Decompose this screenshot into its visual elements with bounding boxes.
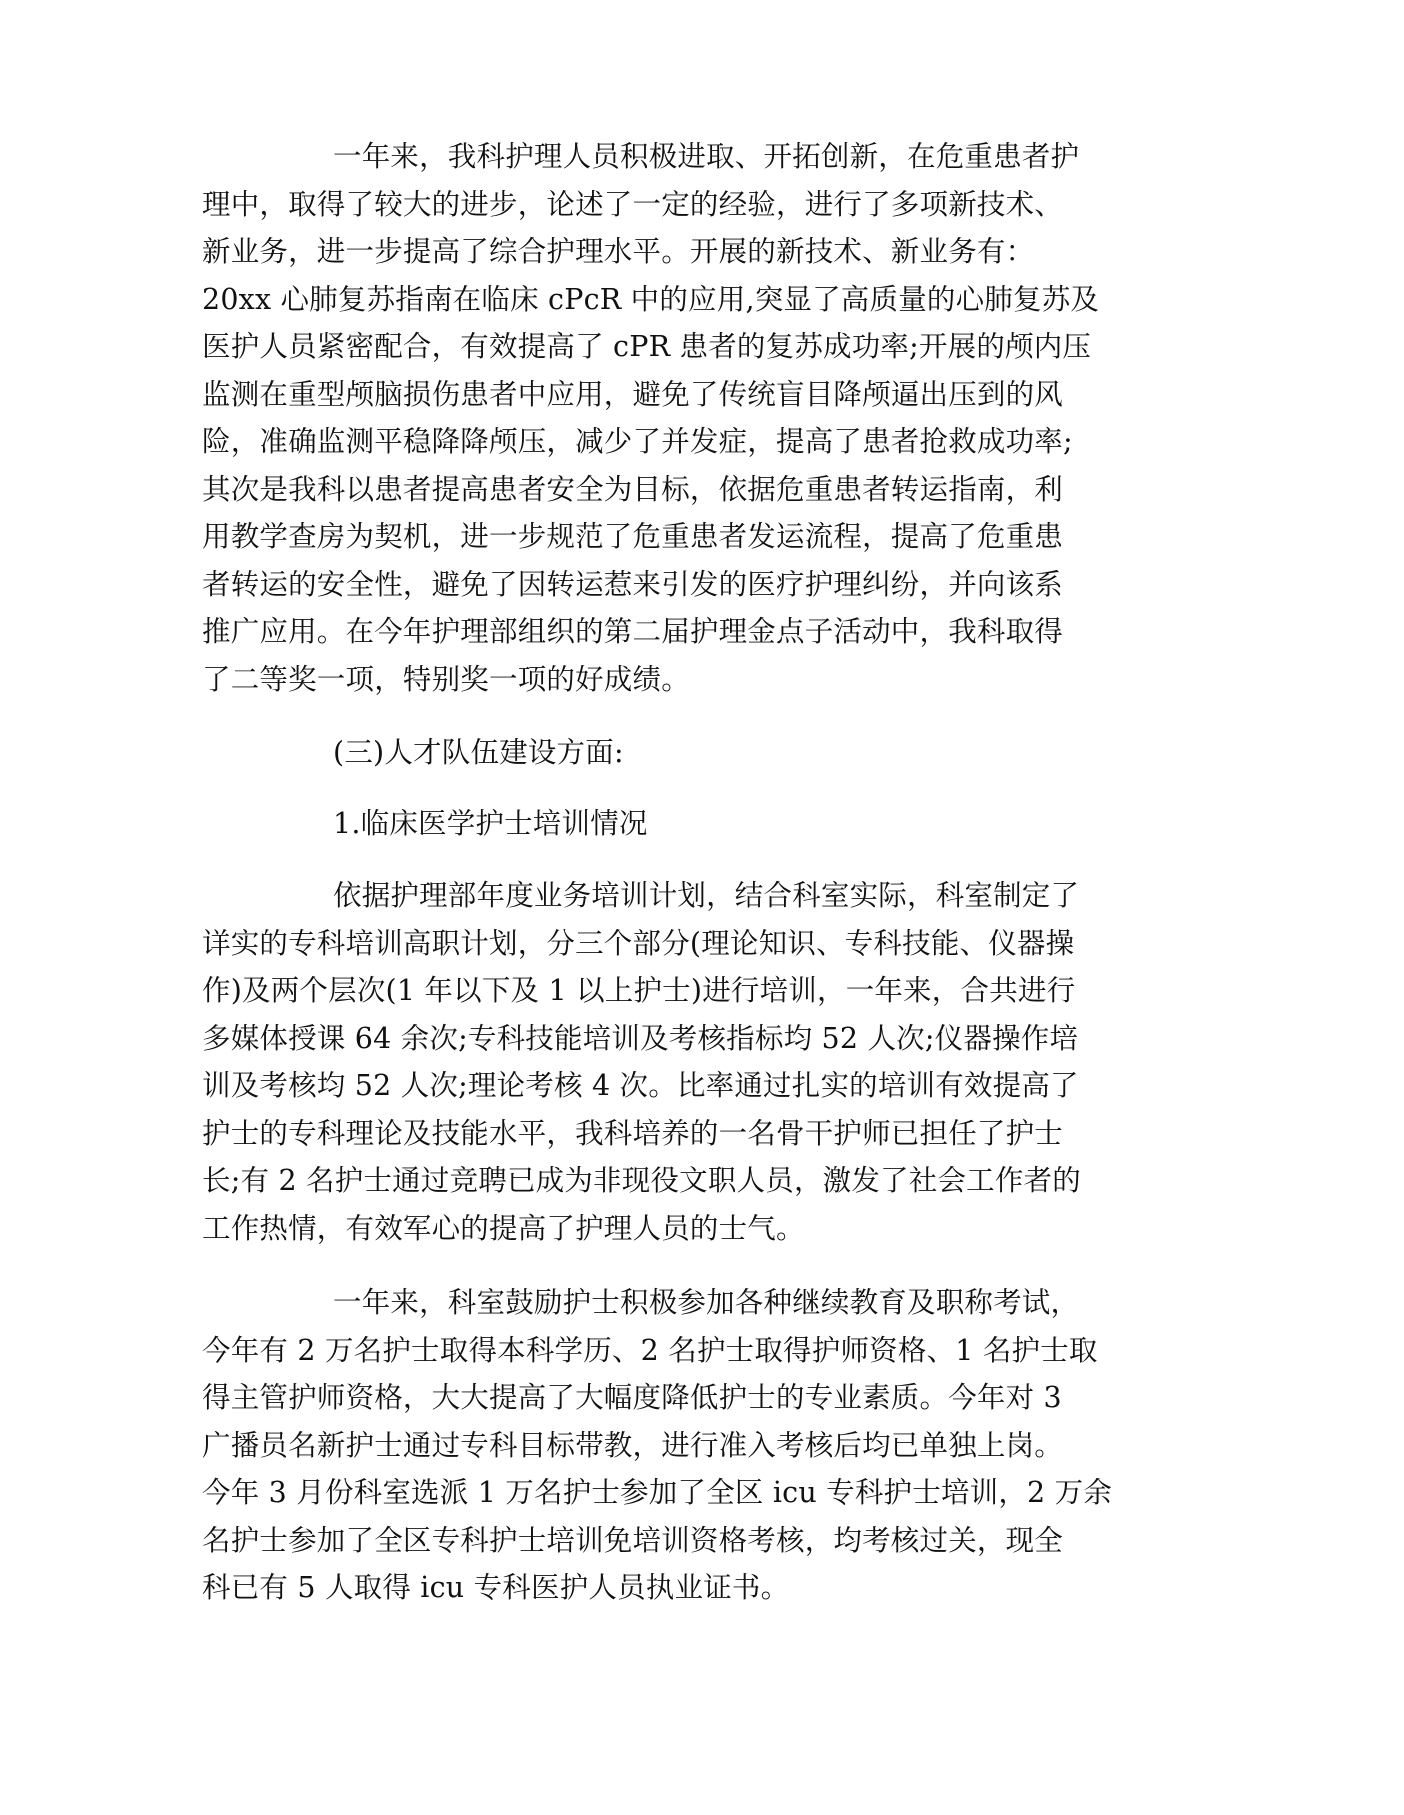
paragraph-line: 一年来，我科护理人员积极进取、开拓创新，在危重患者护 (333, 140, 1080, 173)
paragraph-training (202, 872, 1202, 1252)
subsection-heading-text: 1.临床医学护士培训情况 (333, 807, 648, 840)
paragraph-line: 今年 3 月份科室选派 1 万名护士参加了全区 icu 专科护士培训，2 万余 (202, 1476, 1113, 1509)
subsection-heading (202, 800, 1202, 848)
paragraph-line: 长;有 2 名护士通过竞聘已成为非现役文职人员，激发了社会工作者的 (202, 1164, 1081, 1197)
paragraph-line: 训及考核均 52 人次;理论考核 4 次。比率通过扎实的培训有效提高了 (202, 1069, 1079, 1102)
paragraph-line: 用教学查房为契机，进一步规范了危重患者发运流程，提高了危重患 (202, 520, 1064, 553)
paragraph-line: 工作热情，有效军心的提高了护理人员的士气。 (202, 1211, 805, 1245)
paragraph-line: 依据护理部年度业务培训计划，结合科室实际，科室制定了 (333, 879, 1080, 912)
paragraph-line: 作)及两个层次(1 年以下及 1 以上护士)进行培训，一年来，合共进行 (202, 974, 1076, 1007)
paragraph-line: 了二等奖一项，特别奖一项的好成绩。 (202, 662, 690, 696)
paragraph-new-techniques (202, 133, 1202, 703)
paragraph-line: 一年来，科室鼓励护士积极参加各种继续教育及职称考试， (333, 1286, 1080, 1319)
paragraph-line: 监测在重型颅脑损伤患者中应用，避免了传统盲目降颅逼出压到的风 (202, 377, 1064, 411)
paragraph-line: 护士的专科理论及技能水平，我科培养的一名骨干护师已担任了护士 (202, 1116, 1064, 1150)
paragraph-line: 广播员名新护士通过专科目标带教，进行准入考核后均已单独上岗。 (202, 1428, 1064, 1462)
section-heading (202, 729, 1202, 777)
paragraph-line: 多媒体授课 64 余次;专科技能培训及考核指标均 52 人次;仪器操作培 (202, 1021, 1079, 1055)
paragraph-continuing-education (202, 1279, 1202, 1612)
paragraph-line: 者转运的安全性，避免了因转运惹来引发的医疗护理纠纷，并向该系 (202, 567, 1064, 601)
section-heading-text: (三)人才队伍建设方面: (333, 736, 624, 769)
paragraph-line: 理中，取得了较大的进步，论述了一定的经验，进行了多项新技术、 (202, 187, 1064, 221)
paragraph-line: 其次是我科以患者提高患者安全为目标，依据危重患者转运指南，利 (202, 472, 1064, 506)
paragraph-line: 医护人员紧密配合，有效提高了 cPR 患者的复苏成功率;开展的颅内压 (202, 330, 1092, 363)
paragraph-line: 详实的专科培训高职计划，分三个部分(理论知识、专科技能、仪器操 (202, 926, 1075, 960)
paragraph-line: 今年有 2 万名护士取得本科学历、2 名护士取得护师资格、1 名护士取 (202, 1333, 1098, 1367)
paragraph-line: 推广应用。在今年护理部组织的第二届护理金点子活动中，我科取得 (202, 615, 1064, 648)
paragraph-line: 险，准确监测平稳降降颅压，减少了并发症，提高了患者抢救成功率; (202, 425, 1073, 458)
paragraph-line: 名护士参加了全区专科护士培训免培训资格考核，均考核过关，现全 (202, 1523, 1064, 1557)
paragraph-line: 20xx 心肺复苏指南在临床 cPcR 中的应用,突显了高质量的心肺复苏及 (202, 282, 1100, 316)
paragraph-line: 得主管护师资格，大大提高了大幅度降低护士的专业素质。今年对 3 (202, 1381, 1062, 1414)
paragraph-line: 新业务，进一步提高了综合护理水平。开展的新技术、新业务有： (202, 235, 1035, 268)
paragraph-line: 科已有 5 人取得 icu 专科医护人员执业证书。 (202, 1571, 790, 1604)
